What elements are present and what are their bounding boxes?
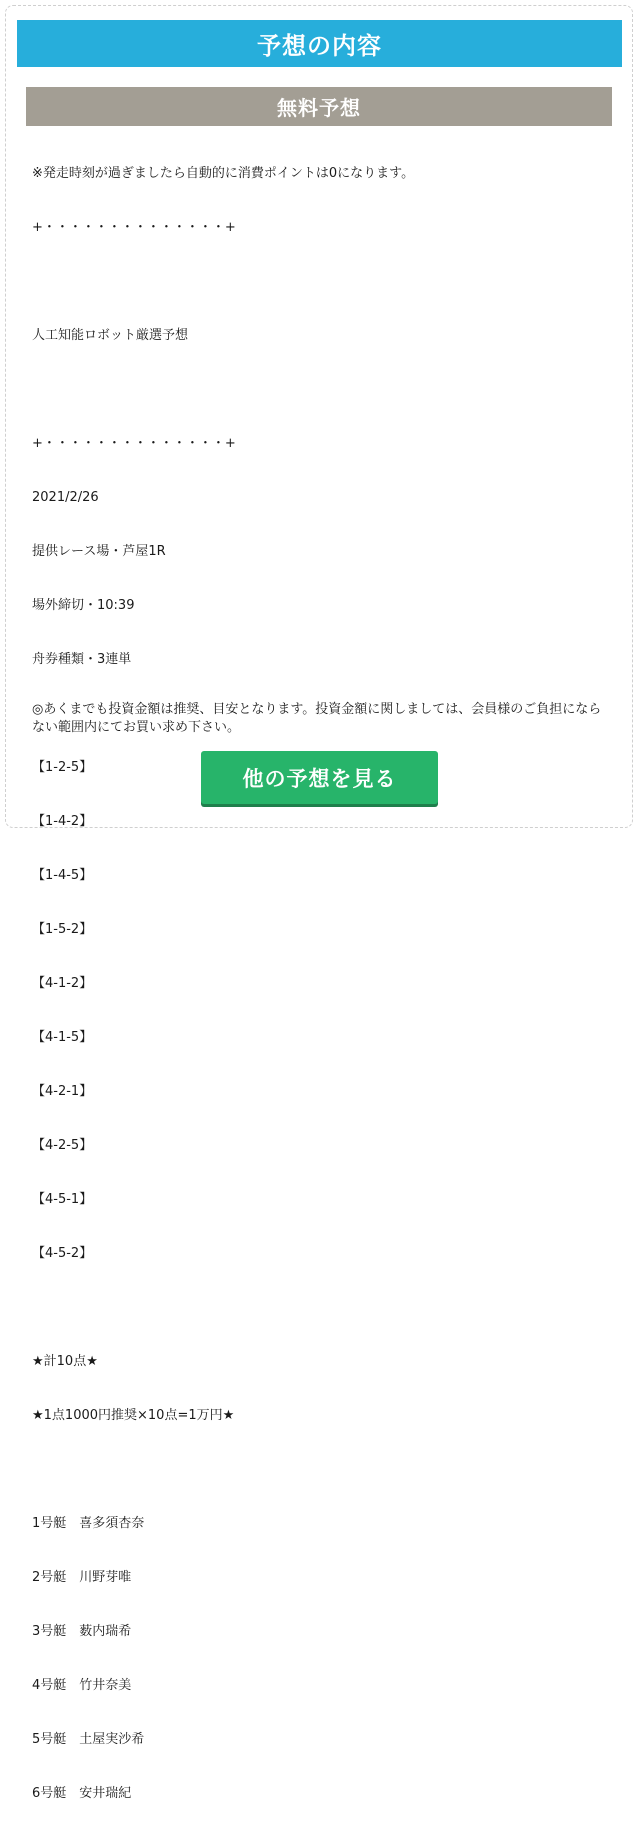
text-line: +・・・・・・・・・・・・・・+ xyxy=(32,220,236,235)
text-line: 5号艇 土屋実沙希 xyxy=(32,1732,145,1747)
text-line xyxy=(32,1461,618,1479)
text-line: 人工知能ロボット厳選予想 xyxy=(32,328,189,343)
text-line: 舟券種類・3連単 xyxy=(32,652,132,667)
text-line: 2号艇 川野芽唯 xyxy=(32,1570,132,1585)
text-line: 【4-1-5】 xyxy=(32,1030,93,1045)
text-line: 【1-4-5】 xyxy=(32,868,93,883)
text-line: 【1-4-2】 xyxy=(32,814,93,829)
view-other-predictions-label: 他の予想を見る xyxy=(242,766,397,791)
text-line: 【1-2-5】 xyxy=(32,760,93,775)
text-line: 提供レース場・芦屋1R xyxy=(32,544,166,559)
text-line xyxy=(32,1299,618,1317)
text-line: 【4-2-5】 xyxy=(32,1138,93,1153)
text-line: 【4-1-2】 xyxy=(32,976,93,991)
text-line: ★1点1000円推奨×10点=1万円★ xyxy=(32,1408,235,1423)
text-line: 1号艇 喜多須杏奈 xyxy=(32,1516,145,1531)
text-line: 2021/2/26 xyxy=(32,490,99,505)
investment-notice: ◎あくまでも投資金額は推奨、目安となります。投資金額に関しましては、会員様のご負担にならない範囲内にてお買い求め下さい。 xyxy=(32,702,602,735)
text-line: 3号艇 薮内瑞希 xyxy=(32,1624,132,1639)
text-line: 6号艇 安井瑞紀 xyxy=(32,1786,132,1801)
text-line: 4号艇 竹井奈美 xyxy=(32,1678,132,1693)
text-line xyxy=(32,381,618,399)
page-title-text: 予想の内容 xyxy=(257,32,382,60)
text-line: 【4-5-2】 xyxy=(32,1246,93,1261)
prediction-body xyxy=(32,129,618,1821)
section-title-text: 無料予想 xyxy=(277,96,361,120)
text-line: 【1-5-2】 xyxy=(32,922,93,937)
page-title xyxy=(17,20,622,67)
text-line: ※発走時刻が過ぎましたら自動的に消費ポイントは0になります。 xyxy=(32,166,415,181)
text-line: 【4-5-1】 xyxy=(32,1192,93,1207)
text-line: 場外締切・10:39 xyxy=(32,598,135,613)
text-line: ★計10点★ xyxy=(32,1354,98,1369)
view-other-predictions-button[interactable] xyxy=(201,751,438,804)
text-line xyxy=(32,273,618,291)
text-line: +・・・・・・・・・・・・・・+ xyxy=(32,436,236,451)
section-title xyxy=(26,87,612,126)
text-line: 【4-2-1】 xyxy=(32,1084,93,1099)
